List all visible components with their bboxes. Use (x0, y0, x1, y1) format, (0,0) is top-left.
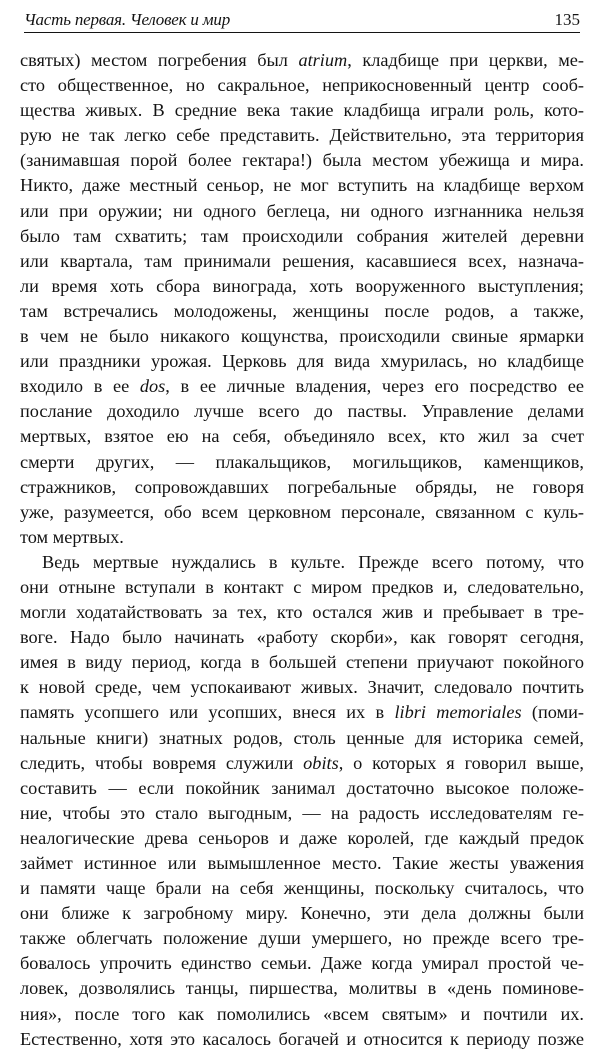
text-line: к новой среде, чем успокаивают живых. Значит, следовало почтить (20, 677, 584, 698)
text-line: неалогические древа сеньоров и даже королей, где каждый предок (20, 827, 584, 848)
text-line: они ближе к загробному миру. Конечно, эти дела должны были (20, 903, 584, 924)
text-line: мертвых, взятое ею на себя, объединяло всех, кто жил за счет (20, 426, 584, 447)
latin-term-libri-memoriales: libri memoriales (394, 702, 522, 723)
latin-term-obits: obits (303, 752, 339, 773)
text-line: бовалось упрочить единство семьи. Даже когда умирал простой че- (20, 953, 584, 974)
text-line: или праздники урожая. Церковь для вида хмурилась, но кладбище (20, 351, 584, 372)
text-line: ли время хоть сбора винограда, хоть вооруженного выступления; (20, 275, 584, 296)
text-line: Никто, даже местный сеньор, не мог вступить на кладбище верхом (20, 175, 584, 196)
text-line: могли ходатайствовать за тех, кто остался жив и пребывает в тре- (20, 602, 584, 623)
text-line: святых) местом погребения был atrium, кладбище при церкви, ме- (20, 50, 585, 70)
text-line: Естественно, хотя это касалось богачей и относится к периоду позже (20, 1028, 584, 1049)
text-line: рую не так легко себе представить. Действительно, эта территория (20, 125, 584, 146)
text-line: щества живых. В средние века такие кладбища играли роль, кото- (20, 100, 584, 121)
text-line: память усопшего или усопших, внеся их в libri memoriales (поми- (20, 702, 584, 723)
text-line: смерти других, — плакальщиков, могильщиков, каменщиков, (20, 451, 584, 472)
text-line: было там схватить; там происходили собрания жителей деревни (20, 225, 584, 246)
text-line: имея в виду период, когда в большей степени приучают покойного (20, 652, 584, 673)
text-line: следить, чтобы вовремя служили obits, о которых я говорил выше, (20, 752, 584, 773)
text-line: или квартала, там принимали решения, касавшиеся всех, назнача- (20, 250, 584, 271)
text-line: они отныне вступали в контакт с миром предков и, следовательно, (20, 576, 584, 597)
paragraph-1 (20, 48, 584, 550)
text-line: ловек, дозволялись танцы, пиршества, молитвы в «день поминове- (20, 978, 584, 999)
text-line: займет истинное или вымышленное место. Такие жесты уважения (20, 853, 584, 873)
text-line: сто общественное, но сакральное, неприкосновенный центр сооб- (20, 75, 584, 96)
text-line: том мертвых. (20, 526, 124, 547)
text-line: воге. Надо было начинать «работу скорби», как говорят сегодня, (20, 627, 584, 648)
text-line: или при оружии; ни одного беглеца, ни одного изгнанника нельзя (20, 200, 584, 221)
page-number: 135 (554, 10, 580, 29)
body-text (20, 48, 584, 1052)
text-line: уже, разумеется, обо всем церковном персонале, связанном с куль- (20, 501, 584, 522)
running-title: Часть первая. Человек и мир (24, 10, 231, 29)
text-line: ния», после того как помолились «всем святым» и почтили их. (20, 1003, 584, 1024)
text-line: ние, чтобы это стало выгодным, — на радость исследователям ге- (20, 802, 584, 823)
text-line: Ведь мертвые нуждались в культе. Прежде всего потому, что (42, 551, 584, 572)
text-line: нальные книги) знатных родов, столь ценные для историка семей, (20, 727, 584, 748)
text-line: в чем не было никакого кощунства, происходили свиные ярмарки (20, 326, 584, 347)
text-line: составить — если покойник занимал достаточно высокое положе- (20, 777, 584, 798)
text-line: также облегчать положение души умершего, но прежде всего тре- (20, 928, 584, 949)
text-line: послание доходило лучше всего до паствы. Управление делами (20, 401, 584, 422)
text-line: и памяти чаще брали на себя женщины, поскольку считалось, что (20, 878, 584, 899)
latin-term-dos: dos (139, 376, 166, 397)
text-line: (занимавшая порой более гектара!) была местом убежища и мира. (20, 150, 584, 171)
page-header (24, 6, 580, 33)
text-line: там встречались молодожены, женщины после родов, а также, (20, 300, 584, 321)
paragraph-2 (20, 550, 584, 1052)
text-line: стражников, сопровождавших погребальные обряды, не говоря (20, 476, 584, 497)
latin-term-atrium: atrium (298, 50, 348, 70)
text-line: входило в ее dos, в ее личные владения, через его посредство ее (20, 376, 584, 397)
